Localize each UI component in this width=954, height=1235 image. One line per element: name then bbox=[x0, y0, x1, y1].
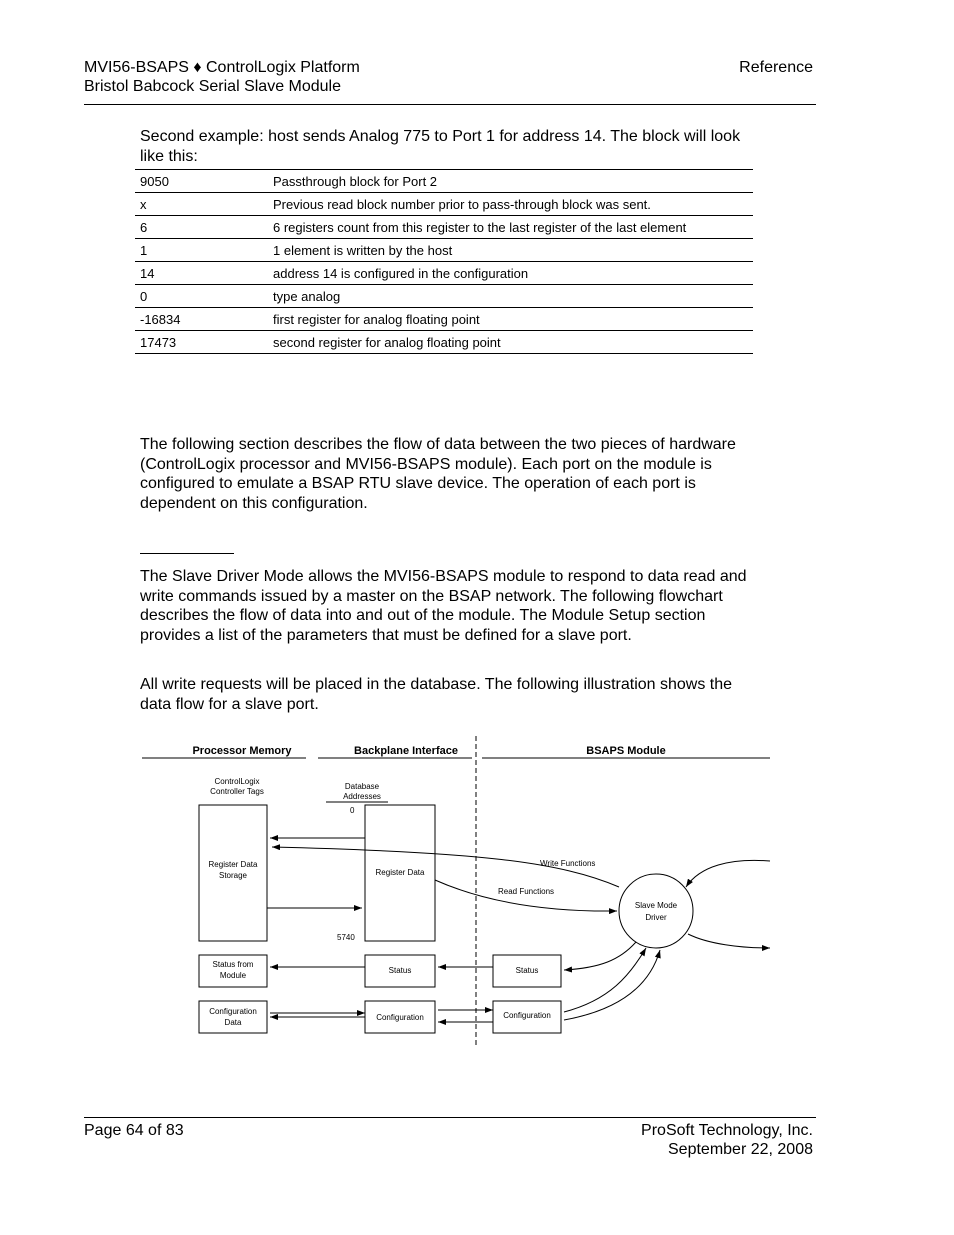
header-title-line2: Bristol Babcock Serial Slave Module bbox=[84, 78, 342, 95]
configuration-module-label: Configuration bbox=[503, 1011, 551, 1020]
col-backplane-label: Backplane Interface bbox=[354, 745, 458, 757]
table-cell: 17473 bbox=[135, 331, 268, 354]
configuration-label: Configuration bbox=[376, 1013, 424, 1022]
table-cell: -16834 bbox=[135, 308, 268, 331]
col-module-label: BSAPS Module bbox=[586, 745, 666, 757]
db-label-1: Database bbox=[344, 782, 380, 791]
read-functions-label: Read Functions bbox=[498, 887, 555, 896]
tags-label-2: Controller Tags bbox=[210, 787, 264, 796]
status-from-label-1: Status from bbox=[212, 960, 254, 969]
table-cell: type analog bbox=[268, 285, 753, 308]
table-cell: 6 bbox=[135, 216, 268, 239]
table-cell: 1 bbox=[135, 239, 268, 262]
col-processor-label: Processor Memory bbox=[192, 745, 292, 757]
write-functions-label: Write Functions bbox=[540, 859, 596, 868]
addr-end: 5740 bbox=[337, 933, 355, 942]
configuration-data-box bbox=[199, 1001, 267, 1033]
write-requests-paragraph: All write requests will be placed in the database. The following illustration shows the data flow for a slave port. bbox=[140, 676, 733, 713]
reg-storage-label-2: Storage bbox=[218, 871, 248, 880]
table-cell: second register for analog floating point bbox=[268, 331, 753, 354]
status-module-label: Status bbox=[515, 966, 539, 975]
addr-start: 0 bbox=[350, 806, 355, 815]
config-data-label-1: Configuration bbox=[209, 1007, 257, 1016]
status-from-label-2: Module bbox=[219, 971, 247, 980]
network-out-arrow bbox=[688, 934, 770, 948]
data-flow-paragraph: The following section describes the flow of data between the two pieces of hardware (ControlLogix processor and MVI56-BSAPS module). Each port on the module is configured to emulate a BSAP RTU slave device. The operation of each port is dependent on this configuration. bbox=[140, 436, 736, 512]
slave-mode-driver-circle bbox=[619, 874, 693, 948]
network-in-arrow bbox=[686, 860, 770, 887]
table-cell: 9050 bbox=[135, 170, 268, 193]
tags-label-1: ControlLogix bbox=[214, 777, 260, 786]
reg-data-label: Register Data bbox=[375, 868, 425, 877]
table-cell: Previous read block number prior to pass-through block was sent. bbox=[268, 193, 753, 216]
driver-to-status-arrow bbox=[564, 942, 636, 970]
config-to-driver-arrow bbox=[564, 948, 646, 1012]
footer-date: September 22, 2008 bbox=[668, 1141, 813, 1158]
table-cell: address 14 is configured in the configuration bbox=[268, 262, 753, 285]
table-cell: first register for analog floating point bbox=[268, 308, 753, 331]
header-section: Reference bbox=[739, 59, 813, 76]
driver-label-1: Slave Mode bbox=[634, 901, 678, 910]
table-cell: Passthrough block for Port 2 bbox=[268, 170, 753, 193]
intro-paragraph: Second example: host sends Analog 775 to Port 1 for address 14. The block will look like this: bbox=[140, 128, 741, 165]
config-data-label-2: Data bbox=[224, 1018, 242, 1027]
reg-storage-label-1: Register Data bbox=[208, 860, 258, 869]
footer-company: ProSoft Technology, Inc. bbox=[641, 1122, 813, 1139]
table-cell: 0 bbox=[135, 285, 268, 308]
status-label: Status bbox=[388, 966, 412, 975]
table-cell: 14 bbox=[135, 262, 268, 285]
footer-page-number: Page 64 of 83 bbox=[84, 1122, 184, 1139]
db-label-2: Addresses bbox=[343, 792, 381, 801]
table-cell: x bbox=[135, 193, 268, 216]
table-cell: 1 element is written by the host bbox=[268, 239, 753, 262]
table-cell: 6 registers count from this register to the last register of the last element bbox=[268, 216, 753, 239]
slave-driver-paragraph: The Slave Driver Mode allows the MVI56-BSAPS module to respond to data read and write commands issued by a master on the BSAP network. The following flowchart describes the flow of data into and out of the module. The Module Setup section provides a list of the parameters that must be defined for a slave port. bbox=[140, 568, 747, 644]
header-title-line1: MVI56-BSAPS ♦ ControlLogix Platform bbox=[84, 59, 360, 76]
driver-label-2: Driver bbox=[645, 913, 667, 922]
footer-rule bbox=[84, 1117, 816, 1118]
